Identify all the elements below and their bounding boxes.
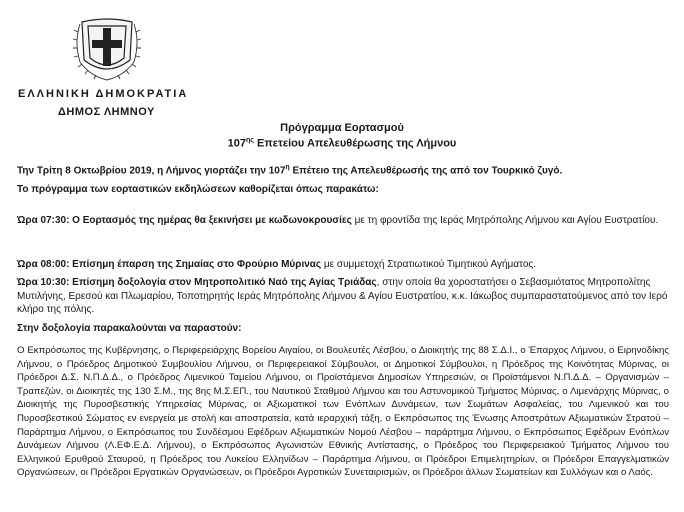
document-subtitle: $107^{\eta\varsigma}$ Επετείου Απελευθέρωσης της Λήμνου — [227, 137, 457, 150]
schedule-item-0800: Ώρα 08:00: Επίσημη έπαρση της Σημαίας στο Φρούριο Μύρινας με συμμετοχή Στρατιωτικού Τιμητικού Αγήματος. — [17, 259, 537, 270]
attendees-list: Ο Εκπρόσωπος της Κυβέρνησης, ο Περιφερειάρχης Βορείου Αιγαίου, οι Βουλευτές Λέσβου, ο Διοικητής της 88 Σ.Δ.Ι., ο Έπαρχος Λήμνου, ο Ειρηνοδίκης Λήμνου, ο Πρόεδρος Δημοτικού Συμβουλίου Λήμνου, οι Περιφερειακοί Σύμβουλοι, οι Δημοτικοί Σύμβουλοι, η Πρόεδρος της Κοινότητας Μύρινας, οι Πρόεδροι Δ.Σ. Ν.Π.Δ.Δ., ο Πρόεδρος Λιμενικού Ταμείου Λήμνου, οι Προϊστάμενοι Δημοσίων Υπηρεσιών, οι Προϊστάμενοι Ν.Π.Δ.Δ. – Οργανισμών – Τραπεζών, οι Διοικητές της 130 Σ.Μ., της 8ης Μ.Σ.ΕΠ., του Ναυτικού Σταθμού Λήμνου και του Αστυνομικού Τμήματος Μύρινας, ο Λιμενάρχης Μύρινας, ο Διοικητής της Πυροσβεστικής Υπηρεσίας Μύρινας, οι Αξιωματικοί των Ενόπλων Δυνάμεων, των Σωμάτων Ασφαλείας, του Λιμενικού και του Πυροσβεστικού Σώματος εν ενεργεία με στολή και αποστρατεία, κατά ιεραρχική τάξη, ο Εκπρόσωπος της Ένωσης Αποστράτων Αξιωματικών Στρατού – Παράρτημα Λήμνου, ο Εκπρόσωπος του Συνδέσμου Εφέδρων Αξιωματικών Νομού Λέσβου – παράρτημα Λήμνου, ο Εκπρόσωπος Εφέδρων Ενόπλων Δυνάμεων Λήμνου (Λ.ΕΦ.Ε.Δ. Λήμνου), ο Εκπρόσωπος Αγωνιστών Εθνικής Αντίστασης, ο Πρόεδρος του Περιφερειακού Τμήματος Λήμνου του Ελληνικού Ερυθρού Σταυρού, η Πρόεδρος του Λυκείου Ελληνίδων – Παράρτημα Λήμνου, οι Πρόεδροι Επιμελητηρίων, οι Πρόεδροι Επαγγελματικών Οργανώσεων, οι Πρόεδροι Εργατικών Οργανώσεων, οι Πρόεδροι Αγροτικών Συνεταιρισμών, οι Πρόεδροι άλλων Σωματείων και Συλλόγων και ο Λαός. — [17, 345, 669, 479]
schedule-item-0730: Ώρα 07:30: Ο Εορτασμός της ημέρας θα ξεκινήσει με κωδωνοκρουσίες με τη φροντίδα της Ιεράς Μητρόπολης Λήμνου και Αγίου Ευστρατίου. — [17, 215, 659, 226]
document-title: Πρόγραμμα Εορτασμού — [280, 122, 404, 134]
attendees-heading: Στην δοξολογία παρακαλούνται να παραστούν: — [17, 323, 242, 334]
greek-coat-of-arms-emblem — [72, 12, 142, 84]
intro-program-line: Το πρόγραμμα των εορταστικών εκδηλώσεων καθορίζεται όπως παρακάτω: — [17, 184, 379, 195]
issuer-line-1: ΕΛΛΗΝΙΚΗ ΔΗΜΟΚΡΑΤΙΑ — [18, 88, 189, 100]
schedule-item-1030: Ώρα 10:30: Επίσημη δοξολογία στον Μητροπολιτικό Ναό της Αγίας Τριάδας, στην οποία θα χοροστατήσει ο Σεβασμιότατος Μητροπολίτης Μυτιλήνης, Ερεσού και Πλωμαρίου, Τοποτηρητής Ιεράς Μητρόπολης Λήμνου & Αγίου Ευστρατίου, κ.κ. Ιάκωβος συμπαραστατούμενος από τον Ιερό κλήρο της πόλης. — [17, 277, 668, 315]
issuer-line-2: ΔΗΜΟΣ ΛΗΜΝΟΥ — [58, 106, 155, 118]
intro-paragraph: Την Τρίτη 8 Οκτωβρίου 2019, η Λήμνος γιορτάζει την $107^\eta$ Επέτειο της Απελευθέρωσής της από τον Τουρκικό ζυγό. — [17, 164, 563, 177]
